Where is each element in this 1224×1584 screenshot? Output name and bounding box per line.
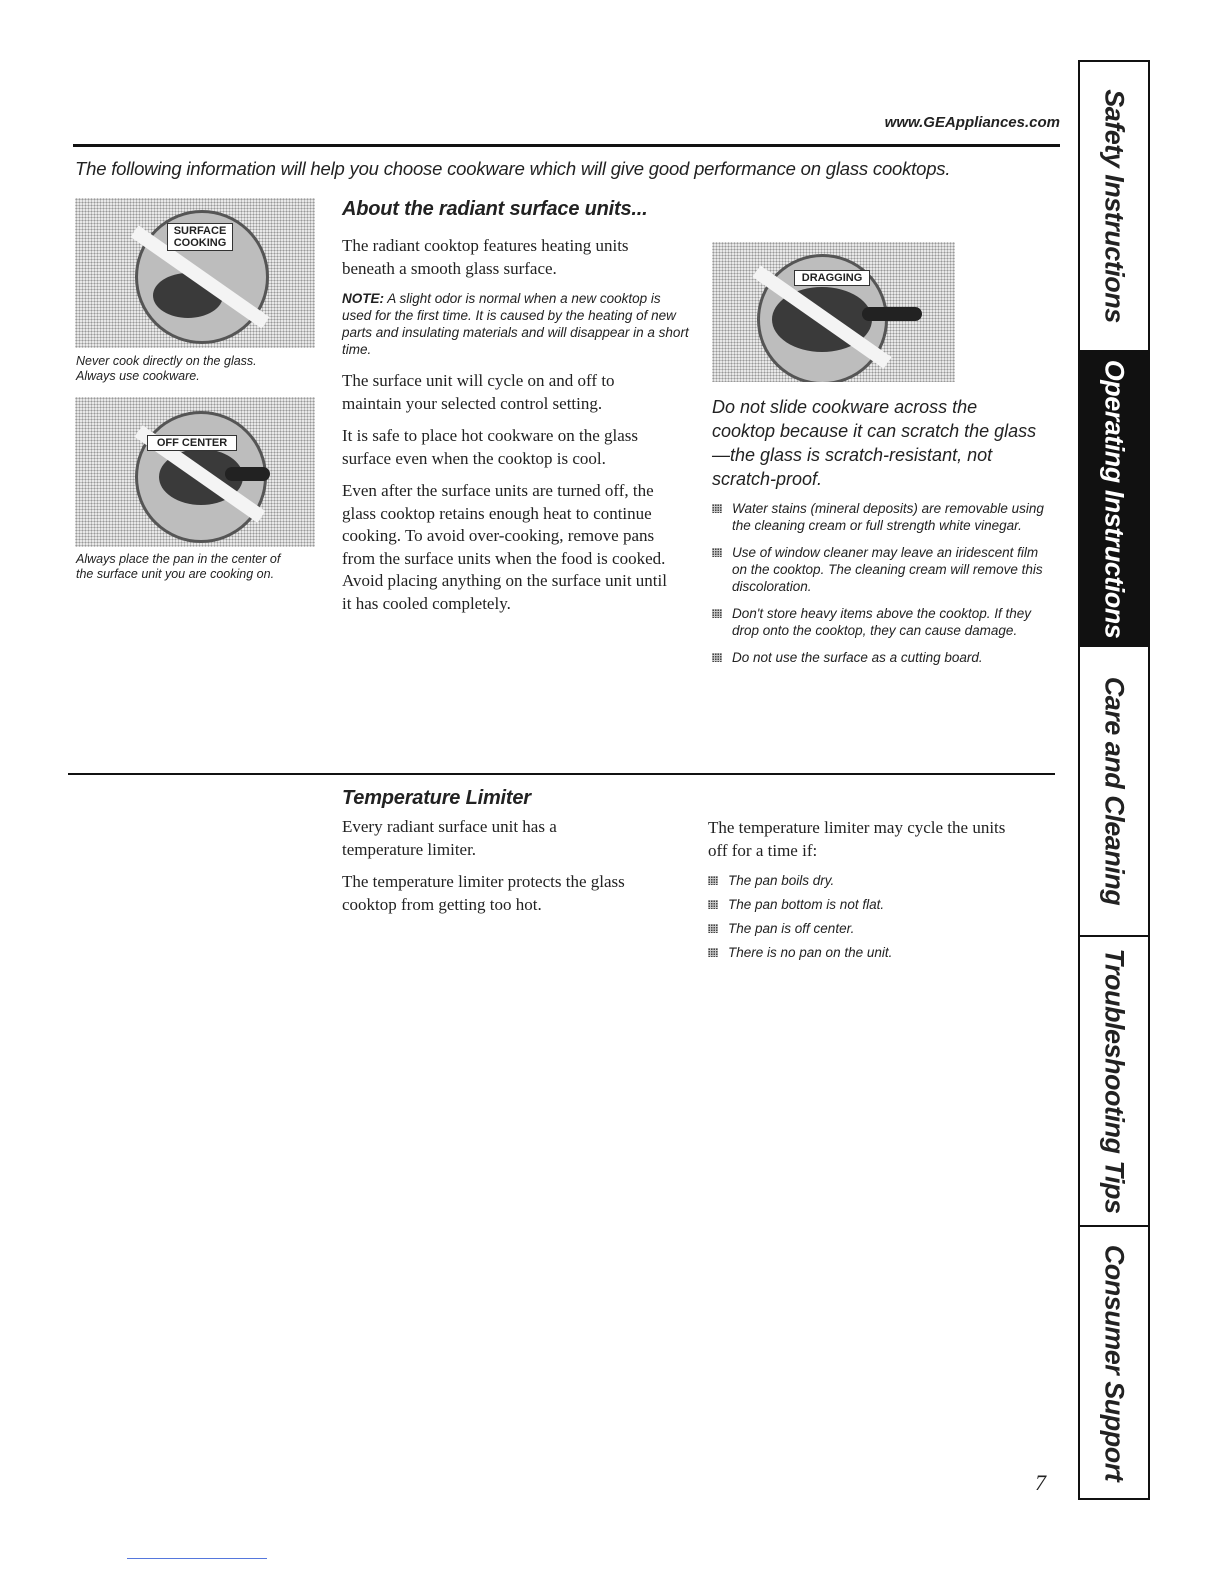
note-text: A slight odor is normal when a new cooktop is used for the first time. It is caused by the heating of new parts and insulating materials and will disappear in a short time. xyxy=(342,291,689,357)
list-item: Water stains (mineral deposits) are removable using the cleaning cream or full strength white vinegar. xyxy=(712,500,1052,534)
dragging-warning: Do not slide cookware across the cooktop because it can scratch the glass—the glass is scratch-resistant, not scratch-proof. xyxy=(712,397,1037,489)
radiant-p2: The surface unit will cycle on and off to maintain your selected control setting. xyxy=(342,371,615,413)
header-rule xyxy=(73,144,1060,147)
limiter-p2: The temperature limiter protects the glass cooktop from getting too hot. xyxy=(342,872,625,914)
limiter-p1: Every radiant surface unit has a temperature limiter. xyxy=(342,817,557,859)
list-item: There is no pan on the unit. xyxy=(708,944,1028,961)
off-center-illustration xyxy=(75,397,315,547)
warning-bullet-list xyxy=(712,500,1052,676)
intro-text: The following information will help you choose cookware which will give good performance on glass cooktops. xyxy=(75,158,951,179)
list-item: Use of window cleaner may leave an iridescent film on the cooktop. The cleaning cream will remove this discoloration. xyxy=(712,544,1052,595)
radiant-p4: Even after the surface units are turned off, the glass cooktop retains enough heat to continue cooking. To avoid over-cooking, remove pans from the surface units when the food is cooked. Avoid placing anything on the surface unit until it has cooled completely. xyxy=(342,481,667,613)
list-item: The pan is off center. xyxy=(708,920,1028,937)
dragging-label: DRAGGING xyxy=(794,270,870,286)
footer-rule xyxy=(127,1558,267,1559)
note-label: NOTE: xyxy=(342,291,384,306)
tab-operating-instructions[interactable]: Operating Instructions xyxy=(1080,352,1148,647)
limiter-p3: The temperature limiter may cycle the units off for a time if: xyxy=(708,818,1006,860)
list-item: The pan boils dry. xyxy=(708,872,1028,889)
list-item: Do not use the surface as a cutting board. xyxy=(712,649,1052,666)
radiant-title: About the radiant surface units... xyxy=(342,198,648,220)
list-item: The pan bottom is not flat. xyxy=(708,896,1028,913)
surface-cooking-label: SURFACE COOKING xyxy=(167,223,233,251)
list-item: Don't store heavy items above the cooktop. If they drop onto the cooktop, they can cause damage. xyxy=(712,605,1052,639)
section-rule xyxy=(68,773,1055,775)
radiant-p3: It is safe to place hot cookware on the glass surface even when the cooktop is cool. xyxy=(342,426,638,468)
off-center-label: OFF CENTER xyxy=(147,435,237,451)
limiter-title: Temperature Limiter xyxy=(342,787,531,809)
section-tabs xyxy=(1078,60,1150,1500)
limiter-conditions xyxy=(708,817,1028,968)
surface-cooking-caption: Never cook directly on the glass. Always use cookware. xyxy=(76,354,257,383)
tab-safety-instructions[interactable]: Safety Instructions xyxy=(1080,62,1148,352)
tab-troubleshooting-tips[interactable]: Troubleshooting Tips xyxy=(1080,937,1148,1227)
tab-consumer-support[interactable]: Consumer Support xyxy=(1099,1244,1130,1481)
page-number: 7 xyxy=(1035,1470,1046,1495)
tab-care-and-cleaning[interactable]: Care and Cleaning xyxy=(1080,647,1148,937)
website-url[interactable]: www.GEAppliances.com xyxy=(884,114,1060,131)
limiter-section xyxy=(342,787,672,926)
radiant-section xyxy=(342,198,692,625)
dragging-illustration xyxy=(712,242,955,382)
radiant-p1: The radiant cooktop features heating units beneath a smooth glass surface. xyxy=(342,236,629,278)
off-center-caption: Always place the pan in the center of the surface unit you are cooking on. xyxy=(76,552,281,581)
note xyxy=(342,290,692,358)
surface-cooking-illustration xyxy=(75,198,315,348)
